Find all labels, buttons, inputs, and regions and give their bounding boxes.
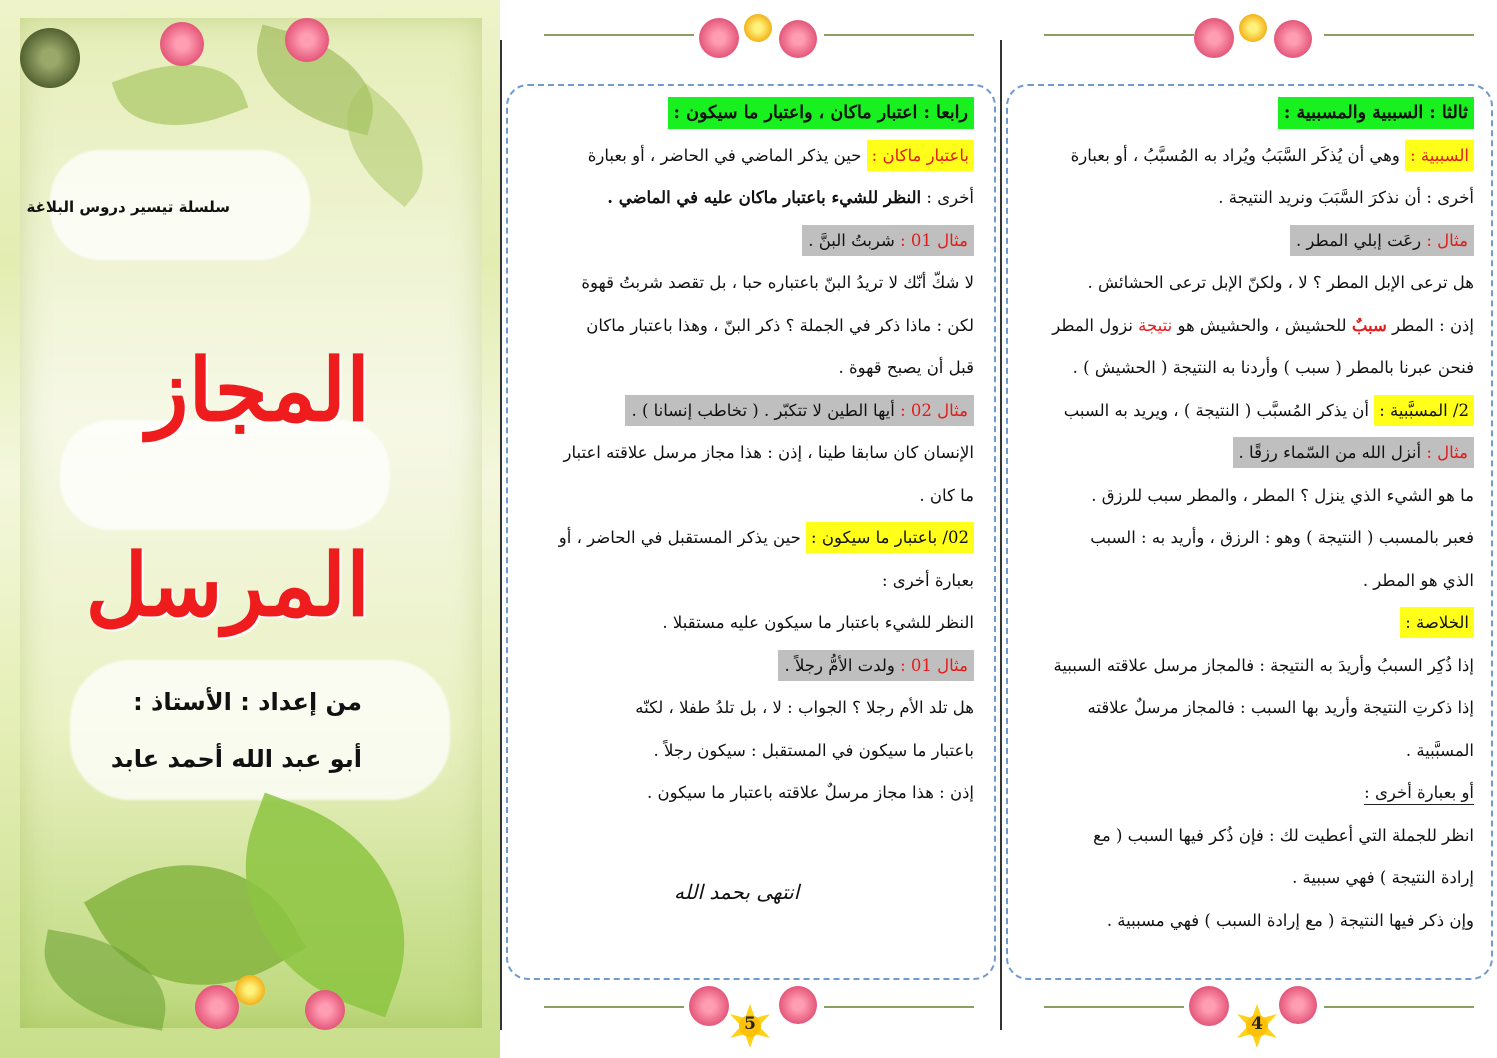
paragraph-line: الذي هو المطر . [1362, 570, 1474, 590]
paragraph-line: وإن ذكر فيها النتيجة ( مع إرادة السبب ) فهي مسببية . [1106, 910, 1474, 930]
page-5-text [524, 92, 974, 815]
page-number: 4 [1251, 1014, 1263, 1034]
paragraph-line: إذا ذكرتِ النتيجة وأريد بها السبب : فالمجاز مرسلٌ علاقته [1087, 698, 1474, 717]
book-title-line2: المرسل [85, 535, 370, 636]
definition-text: حين يذكر المستقبل في الحاضر ، أو [558, 528, 807, 547]
vine-decoration [1044, 34, 1194, 36]
paragraph-line: هل ترعى الإبل المطر ؟ لا ، ولكنّ الإبل ترعى الحشائش . [1087, 273, 1474, 292]
definition-label: 02/ باعتبار ما سيكون : [806, 522, 974, 553]
paragraph-line: هل تلد الأم رجلا ؟ الجواب : لا ، بل تلدُ طفلا ، لكنّه [635, 698, 974, 717]
paragraph-line: الإنسان كان سابقا طينا ، إذن : هذا مجاز مرسل علاقته اعتبار [563, 443, 974, 462]
book-title-line1: المجاز [146, 340, 370, 441]
vine-decoration [544, 1006, 684, 1008]
author-name: أبو عبد الله أحمد عابد [110, 745, 362, 773]
paragraph-line: فعبر بالمسبب ( النتيجة ) وهو : الرزق ، وأريد به : السبب [1090, 528, 1474, 547]
example-label: مثال : [1426, 230, 1468, 250]
example-label: مثال 01 : [900, 230, 968, 250]
paragraph-line [1024, 305, 1474, 348]
definition-label: السببية : [1405, 140, 1474, 171]
example-text: رعَت إبلي المطر . [1295, 230, 1427, 250]
paragraph-line: إذن : هذا مجاز مرسلٌ علاقته باعتبار ما سيكون . [647, 783, 974, 802]
cloud-decoration [70, 660, 450, 800]
definition-text: أن يذكر المُسبَّب ( النتيجة ) ، ويريد به السبب [1063, 400, 1375, 420]
vine-decoration [1044, 1006, 1184, 1008]
rose-decoration [305, 990, 345, 1030]
rose-decoration [195, 985, 239, 1029]
rose-decoration [744, 14, 772, 42]
vine-decoration [824, 34, 974, 36]
paragraph-line: ما هو الشيء الذي ينزل ؟ المطر ، والمطر سبب للرزق . [1091, 485, 1474, 505]
series-title: سلسلة تيسير دروس البلاغة [26, 198, 230, 216]
rose-decoration [1194, 18, 1234, 58]
result-word: نتيجة [1138, 315, 1173, 335]
rose-decoration [160, 22, 204, 66]
panel-divider [500, 40, 502, 1030]
page-number-badge [728, 1004, 772, 1048]
rose-decoration [779, 986, 817, 1024]
top-garland [524, 4, 974, 62]
example-text: أنزل الله من السّماء رزقًا . [1238, 443, 1427, 462]
definition-text: حين يذكر الماضي في الحاضر ، أو بعبارة [587, 145, 867, 165]
paragraph-line: لا شكّ أنّك لا تريدُ البنّ باعتباره حبا ، بل تقصد شربتُ قهوة [581, 273, 974, 292]
rose-decoration [235, 975, 265, 1005]
rose-decoration [779, 20, 817, 58]
text-fragment: للحشيش ، والحشيش هو [1172, 315, 1352, 335]
page-number: 5 [744, 1014, 756, 1034]
author-label: من إعداد : الأستاذ : [133, 688, 362, 716]
definition-bold-text: النظر للشيء باعتبار ماكان عليه في الماضي . [607, 188, 922, 207]
vine-decoration [1324, 1006, 1474, 1008]
page-4-panel [1004, 0, 1497, 1058]
summary-label: الخلاصة : [1400, 607, 1474, 638]
top-garland [1024, 4, 1474, 62]
paragraph-line: المسبَّبية . [1405, 740, 1474, 760]
definition-label: 2/ المسبَّبية : [1374, 395, 1474, 426]
rose-decoration [699, 18, 739, 58]
example-label: مثال 01 : [900, 655, 968, 675]
example-label: مثال 02 : [900, 400, 968, 420]
example-label: مثال : [1426, 443, 1468, 462]
rose-decoration [285, 18, 329, 62]
paragraph-line: أخرى : أن نذكرَ السَّبَبَ ونريد النتيجة . [1218, 188, 1474, 207]
page-number-badge [1235, 1004, 1279, 1048]
flower-decoration [20, 28, 80, 88]
page-5-panel [504, 0, 998, 1058]
rose-decoration [1274, 20, 1312, 58]
example-text: ولدت الأمُّ رجلاً . [784, 655, 901, 675]
signature: انتهى بحمد الله [674, 880, 800, 904]
paragraph-line: لكن : ماذا ذكر في الجملة ؟ ذكر البنّ ، وهذا باعتبار ماكان [586, 315, 974, 335]
cause-word: سببٌ [1351, 315, 1387, 335]
page-4-text [1024, 92, 1474, 942]
definition-label: باعتبار ماكان : [867, 140, 974, 171]
paragraph-line: انظر للجملة التي أعطيت لك : فإن ذُكر فيها السبب ( مع [1093, 825, 1474, 845]
rose-decoration [1279, 986, 1317, 1024]
alternative-label: أو بعبارة أخرى : [1364, 783, 1474, 805]
example-text: أيها الطين لا تتكبّر . ( تخاطب إنسانا ) . [631, 400, 901, 420]
cover-panel [0, 0, 500, 1058]
vine-decoration [544, 34, 694, 36]
paragraph-line: باعتبار ما سيكون في المستقبل : سيكون رجلاً . [653, 740, 974, 760]
paragraph-line: إرادة النتيجة ) فهي سببية . [1292, 868, 1474, 887]
panel-divider [1000, 40, 1002, 1030]
rose-decoration [1189, 986, 1229, 1026]
section-heading: رابعا : اعتبار ماكان ، واعتبار ما سيكون : [668, 97, 974, 129]
paragraph-line: النظر للشيء باعتبار ما سيكون عليه مستقبلا . [662, 613, 974, 632]
vine-decoration [1324, 34, 1474, 36]
paragraph-line: فنحن عبرنا بالمطر ( سبب ) وأردنا به النتيجة ( الحشيش ) . [1072, 358, 1474, 377]
rose-decoration [689, 986, 729, 1026]
paragraph-line: إذا ذُكِر السببُ وأريدَ به النتيجة : فالمجاز مرسل علاقته السببية [1053, 655, 1474, 675]
vine-decoration [824, 1006, 974, 1008]
rose-decoration [1239, 14, 1267, 42]
example-text: شربتُ البنَّ . [808, 230, 901, 250]
definition-text: وهي أن يُذكَر السَّبَبُ ويُراد به المُسبَّبُ ، أو بعبارة [1070, 145, 1406, 165]
definition-text: أخرى : [921, 188, 974, 207]
text-fragment: إذن : المطر [1386, 315, 1474, 335]
section-heading: ثالثا : السببية والمسببية : [1278, 97, 1474, 129]
paragraph-line: بعبارة أخرى : [881, 570, 974, 590]
paragraph-line: قبل أن يصبح قهوة . [838, 358, 974, 377]
paragraph-line: ما كان . [919, 485, 974, 505]
text-fragment: نزول المطر [1052, 315, 1139, 335]
